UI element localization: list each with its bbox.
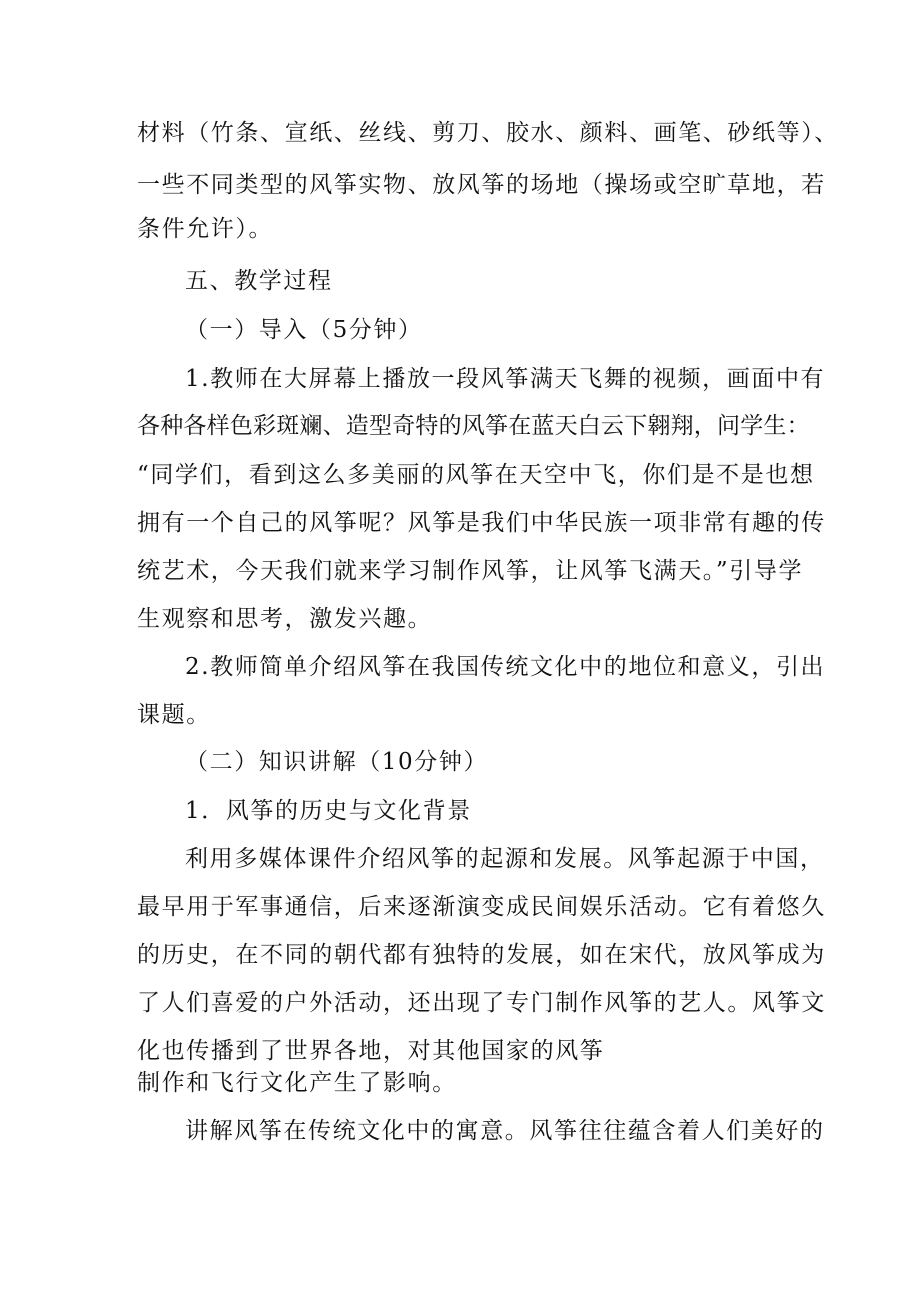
- text-line-18: 的历史，在不同的朝代都有独特的发展，如在宋代，放风筝成为: [137, 942, 826, 968]
- subsection-heading-1: （一）导入（5分钟）: [185, 317, 423, 343]
- text-line-19: 了人们喜爱的户外活动，还出现了专门制作风筝的艺人。风筝文: [137, 990, 826, 1016]
- section-heading: 五、教学过程: [185, 268, 333, 294]
- text-line-20: 化也传播到了世界各地，对其他国家的风筝: [137, 1038, 605, 1064]
- text-line-13: 课题。: [137, 702, 211, 728]
- item-heading: 1．风筝的历史与文化背景: [185, 798, 472, 824]
- text-line-9: 拥有一个自己的风筝呢？风筝是我们中华民族一项非常有趣的传: [137, 510, 826, 536]
- text-line-10: 统艺术，今天我们就来学习制作风筝，让风筝飞满天。”引导学: [137, 558, 804, 584]
- text-line-12: 2.教师简单介绍风筝在我国传统文化中的地位和意义，引出: [185, 654, 826, 680]
- text-line-1: 材料（竹条、宣纸、丝线、剪刀、胶水、颜料、画笔、砂纸等）、: [137, 120, 839, 146]
- text-line-3: 条件允许）。: [137, 216, 274, 242]
- text-line-21: 制作和飞行文化产生了影响。: [137, 1070, 457, 1096]
- text-line-17: 最早用于军事通信，后来逐渐演变成民间娱乐活动。它有着悠久: [137, 894, 826, 920]
- subsection-heading-2: （二）知识讲解（10分钟）: [185, 749, 489, 775]
- text-line-6: 1.教师在大屏幕上播放一段风筝满天飞舞的视频，画面中有: [185, 366, 826, 392]
- text-line-11: 生观察和思考，激发兴趣。: [137, 606, 433, 632]
- text-line-8: “同学们，看到这么多美丽的风筝在天空中飞，你们是不是也想: [137, 462, 815, 488]
- text-line-2: 一些不同类型的风筝实物、放风筝的场地（操场或空旷草地，若: [137, 172, 826, 198]
- text-line-16: 利用多媒体课件介绍风筝的起源和发展。风筝起源于中国，: [185, 846, 825, 872]
- text-line-22: 讲解风筝在传统文化中的寓意。风筝往往蕴含着人们美好的: [185, 1118, 825, 1144]
- text-line-7: 各种各样色彩斑斓、造型奇特的风筝在蓝天白云下翱翔，问学生：: [137, 413, 810, 439]
